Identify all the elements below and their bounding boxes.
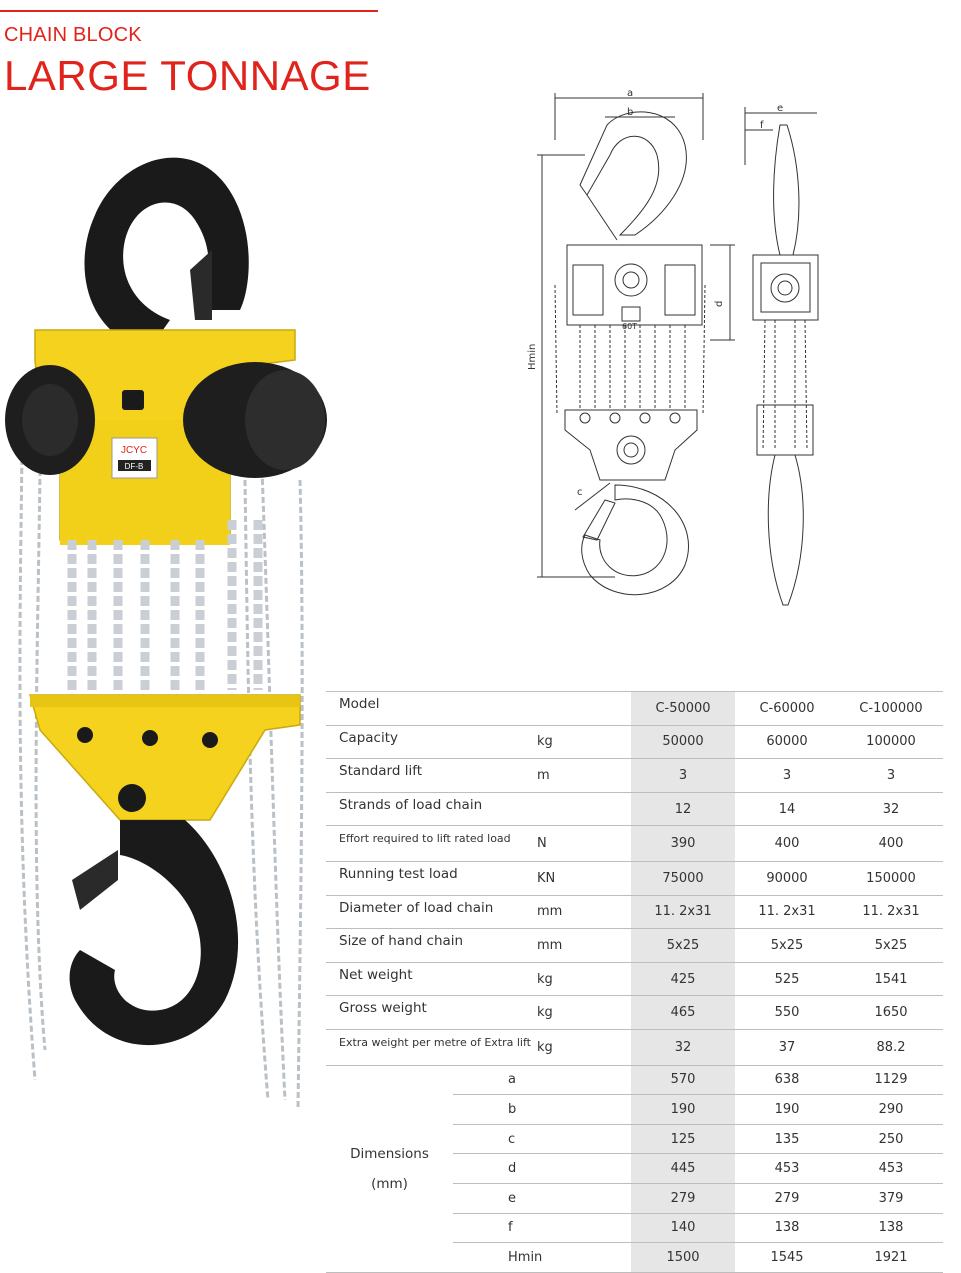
dimension-value: 125 xyxy=(631,1124,735,1154)
top-hook xyxy=(84,158,248,348)
dim-label-d: d xyxy=(714,300,725,307)
table-row xyxy=(326,792,943,826)
row-value: 32 xyxy=(839,792,943,826)
row-label: Net weight xyxy=(326,962,535,996)
dimension-value: 190 xyxy=(631,1095,735,1125)
dimension-key: b xyxy=(453,1095,631,1125)
row-unit: m xyxy=(535,759,631,793)
row-value: 150000 xyxy=(839,861,943,895)
load-chains xyxy=(72,520,258,690)
row-value: 12 xyxy=(631,792,735,826)
model-header: C-100000 xyxy=(839,692,943,726)
row-value: 11. 2x31 xyxy=(735,895,839,929)
brand-plate xyxy=(112,438,157,478)
row-value: 60000 xyxy=(735,725,839,759)
row-unit xyxy=(535,792,631,826)
row-value: 400 xyxy=(839,826,943,862)
row-value: 3 xyxy=(839,759,943,793)
model-header: C-50000 xyxy=(631,692,735,726)
dim-label-c: c xyxy=(577,487,583,498)
row-unit: N xyxy=(535,826,631,862)
product-photo xyxy=(0,120,330,1130)
dim-label-e: e xyxy=(777,103,784,114)
dimension-value: 250 xyxy=(839,1124,943,1154)
dimensions-unit: (mm) xyxy=(371,1175,408,1192)
row-label: Strands of load chain xyxy=(326,792,535,826)
dimension-key: f xyxy=(453,1213,631,1243)
row-value: 75000 xyxy=(631,861,735,895)
row-label: Capacity xyxy=(326,725,535,759)
row-value: 50000 xyxy=(631,725,735,759)
dim-label-b: b xyxy=(627,107,634,118)
row-value: 14 xyxy=(735,792,839,826)
dimension-value: 1921 xyxy=(839,1243,943,1273)
row-value: 5x25 xyxy=(839,929,943,963)
table-row xyxy=(326,962,943,996)
table-row xyxy=(326,929,943,963)
dimension-value: 1500 xyxy=(631,1243,735,1273)
bottom-block xyxy=(30,695,300,820)
dimension-value: 140 xyxy=(631,1213,735,1243)
block-mark: 60T xyxy=(622,322,638,331)
dimension-row xyxy=(326,1065,943,1095)
table-row xyxy=(326,996,943,1030)
row-label: Gross weight xyxy=(326,996,535,1030)
dimension-value: 190 xyxy=(735,1095,839,1125)
row-value: 32 xyxy=(631,1029,735,1065)
dimension-value: 138 xyxy=(735,1213,839,1243)
table-row xyxy=(326,895,943,929)
dimension-value: 453 xyxy=(735,1154,839,1184)
dimension-value: 1545 xyxy=(735,1243,839,1273)
row-label: Effort required to lift rated load xyxy=(326,826,535,862)
dimension-value: 279 xyxy=(735,1183,839,1213)
technical-drawing xyxy=(525,85,855,610)
dimension-key: c xyxy=(453,1124,631,1154)
dimension-value: 453 xyxy=(839,1154,943,1184)
row-label: Standard lift xyxy=(326,759,535,793)
row-value: 11. 2x31 xyxy=(631,895,735,929)
table-row xyxy=(326,1029,943,1065)
row-value: 90000 xyxy=(735,861,839,895)
page-subtitle: CHAIN BLOCK xyxy=(4,24,142,46)
dimension-value: 135 xyxy=(735,1124,839,1154)
dimension-key: Hmin xyxy=(453,1243,631,1273)
dim-label-a: a xyxy=(627,88,634,99)
row-value: 550 xyxy=(735,996,839,1030)
header-model-label: Model xyxy=(326,692,535,726)
brand-label: JCYC xyxy=(120,445,148,456)
dimension-value: 379 xyxy=(839,1183,943,1213)
row-unit: KN xyxy=(535,861,631,895)
header-rule xyxy=(0,10,378,12)
dimensions-label-cell xyxy=(326,1065,453,1272)
dimension-key: e xyxy=(453,1183,631,1213)
dimension-value: 445 xyxy=(631,1154,735,1184)
row-value: 3 xyxy=(631,759,735,793)
table-row xyxy=(326,861,943,895)
row-label: Size of hand chain xyxy=(326,929,535,963)
row-value: 390 xyxy=(631,826,735,862)
row-value: 525 xyxy=(735,962,839,996)
model-header: C-60000 xyxy=(735,692,839,726)
row-unit: kg xyxy=(535,725,631,759)
bottom-hook xyxy=(70,820,239,1045)
dimension-value: 570 xyxy=(631,1065,735,1095)
row-label: Running test load xyxy=(326,861,535,895)
spec-table xyxy=(326,691,943,1273)
row-value: 100000 xyxy=(839,725,943,759)
row-value: 37 xyxy=(735,1029,839,1065)
unit-cell xyxy=(535,692,631,726)
dim-label-hmin: Hmin xyxy=(527,343,538,370)
row-unit: kg xyxy=(535,1029,631,1065)
row-value: 1650 xyxy=(839,996,943,1030)
dimension-key: d xyxy=(453,1154,631,1184)
row-value: 465 xyxy=(631,996,735,1030)
row-unit: kg xyxy=(535,996,631,1030)
table-row xyxy=(326,759,943,793)
dimensions-label: Dimensions xyxy=(350,1145,429,1162)
row-label: Extra weight per metre of Extra lift xyxy=(326,1029,535,1065)
dimension-value: 290 xyxy=(839,1095,943,1125)
row-value: 5x25 xyxy=(735,929,839,963)
dimension-value: 638 xyxy=(735,1065,839,1095)
dimension-value: 279 xyxy=(631,1183,735,1213)
row-value: 400 xyxy=(735,826,839,862)
dim-label-f: f xyxy=(760,120,764,131)
table-header-row xyxy=(326,692,943,726)
row-value: 1541 xyxy=(839,962,943,996)
row-value: 88.2 xyxy=(839,1029,943,1065)
row-unit: mm xyxy=(535,929,631,963)
row-value: 3 xyxy=(735,759,839,793)
table-row xyxy=(326,826,943,862)
table-row xyxy=(326,725,943,759)
row-unit: mm xyxy=(535,895,631,929)
page-title: LARGE TONNAGE xyxy=(4,52,371,99)
model-plate-label: DF-B xyxy=(124,462,144,471)
row-value: 5x25 xyxy=(631,929,735,963)
row-unit: kg xyxy=(535,962,631,996)
row-value: 11. 2x31 xyxy=(839,895,943,929)
row-label: Diameter of load chain xyxy=(326,895,535,929)
dimension-value: 138 xyxy=(839,1213,943,1243)
dimension-value: 1129 xyxy=(839,1065,943,1095)
row-value: 425 xyxy=(631,962,735,996)
dimension-key: a xyxy=(453,1065,631,1095)
